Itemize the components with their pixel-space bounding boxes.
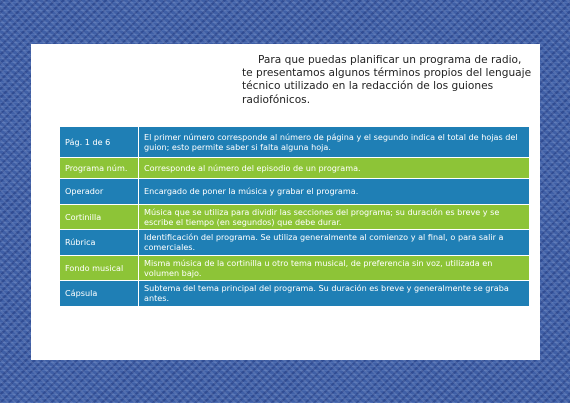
glossary-row bbox=[60, 127, 529, 157]
glossary-term: Programa núm. bbox=[60, 157, 139, 178]
glossary-definition: Música que se utiliza para dividir las secciones del programa; su duración es breve y se escribe el tiempo (en segundos) que debe durar. bbox=[139, 204, 530, 229]
glossary-definition: Subtema del tema principal del programa. Su duración es breve y generalmente se graba antes. bbox=[139, 280, 530, 306]
glossary-row bbox=[60, 178, 529, 204]
glossary-definition: Corresponde al número del episodio de un programa. bbox=[139, 157, 530, 178]
glossary-definition: Encargado de poner la música y grabar el programa. bbox=[139, 178, 530, 204]
glossary-term: Cortinilla bbox=[60, 204, 139, 229]
glossary-row bbox=[60, 157, 529, 178]
glossary-table bbox=[60, 127, 529, 307]
content-page bbox=[31, 44, 540, 360]
glossary-term: Rúbrica bbox=[60, 229, 139, 255]
glossary-term: Pág. 1 de 6 bbox=[60, 127, 139, 157]
glossary-definition: El primer número corresponde al número de página y el segundo indica el total de hojas del guion; esto permite saber si falta alguna hoja. bbox=[139, 127, 530, 157]
glossary-row bbox=[60, 280, 529, 306]
glossary-term: Operador bbox=[60, 178, 139, 204]
glossary-row bbox=[60, 204, 529, 229]
glossary-row bbox=[60, 229, 529, 255]
glossary-term: Cápsula bbox=[60, 280, 139, 306]
glossary-row bbox=[60, 255, 529, 280]
intro-paragraph: Para que puedas planificar un programa de radio, te presentamos algunos términos propios del lenguaje técnico utilizado en la redacción de los guiones radiofónicos. bbox=[242, 54, 532, 106]
glossary-definition: Identificación del programa. Se utiliza generalmente al comienzo y al final, o para salir a comerciales. bbox=[139, 229, 530, 255]
glossary-term: Fondo musical bbox=[60, 255, 139, 280]
glossary-definition: Misma música de la cortinilla u otro tema musical, de preferencia sin voz, utilizada en volumen bajo. bbox=[139, 255, 530, 280]
